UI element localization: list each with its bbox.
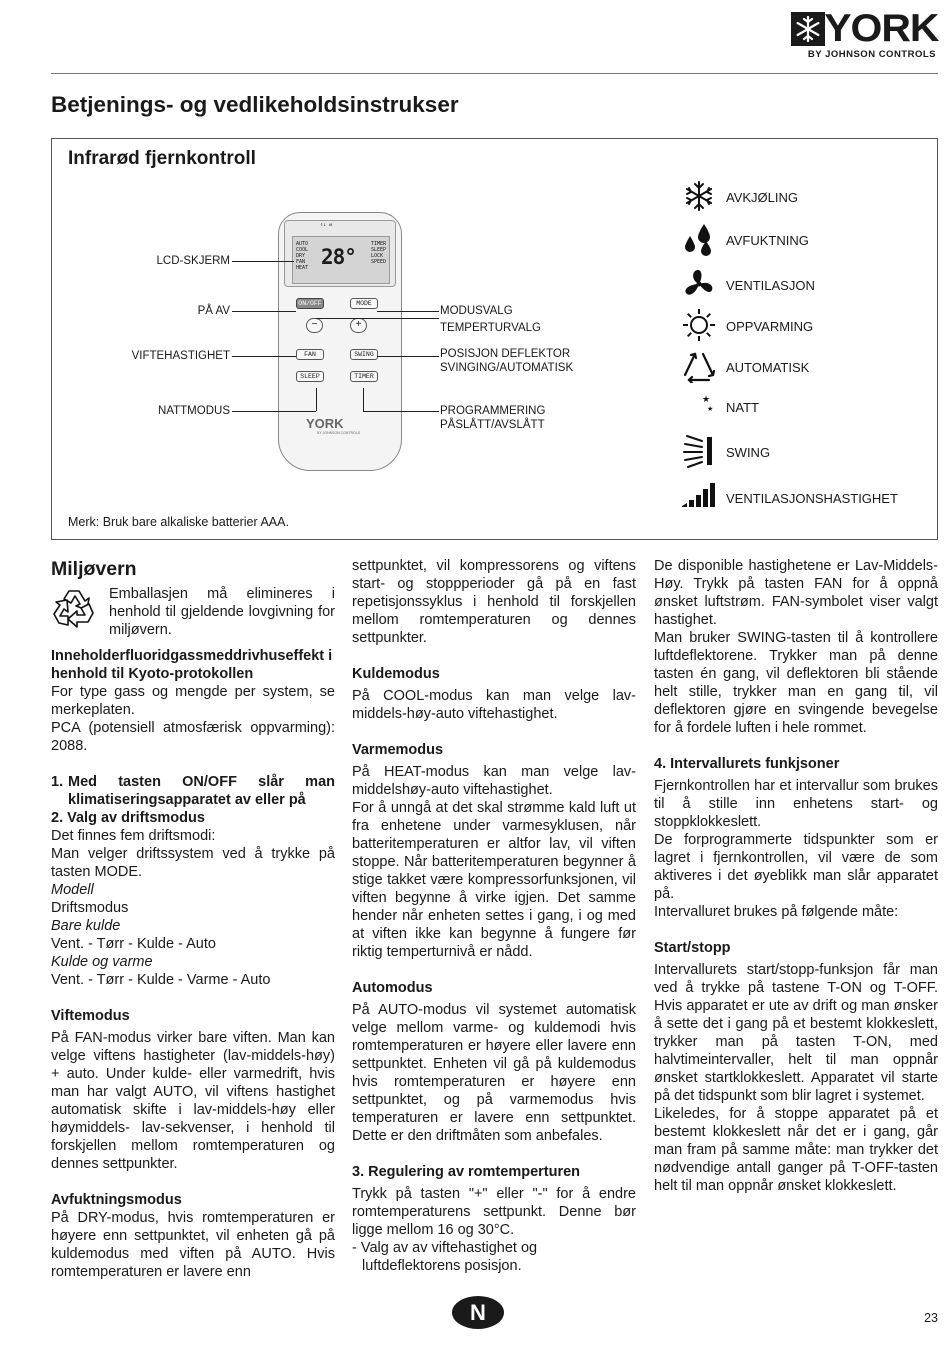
snowflake-icon (682, 179, 716, 213)
section-3-text: Trykk på tasten "+" eller "-" for å endre romtemperaturens settpunkt. Denne bør ligge mellom 16 og 30°C. (352, 1186, 636, 1238)
swing-button[interactable]: SWING (350, 349, 378, 360)
cool-only-label: Bare kulde (51, 918, 121, 934)
text-column-1 (51, 557, 335, 1281)
section-2-heading: 2. Valg av driftsmodus (51, 810, 205, 826)
section-4-text-1: Fjernkontrollen har et intervallur som brukes til å stille inn enhetens start- og stoppklokkeslett. (654, 778, 938, 830)
callout-lcd: LCD-SKJERM (156, 255, 230, 267)
callout-deflector-2: SVINGING/AUTOMATISK (440, 362, 574, 374)
cool-mode-text: På COOL-modus kan man velge lav-middels-høy-auto viftehastighet. (352, 688, 636, 722)
remote-control-illustration (278, 212, 402, 471)
sun-icon (682, 308, 716, 342)
heat-mode-text-2: For å unngå at det skal strømme kald luft ut fra enhetene under varmesyklusen, når batteritemperaturen er altfor lav, vil viften stoppe. Når batteritemperaturen begynner å stige takket være kompressorfunksjonen, vil viften begynne å virke igjen. Det samme hender når enheten settes i gang, i og med at viften ikke kan begynne å fungere før riktig temperturnivå er nådd. (352, 800, 636, 960)
model-label: Modell (51, 882, 94, 898)
section-4-text-3: Intervalluret brukes på følgende måte: (654, 904, 899, 920)
section-3-heading: 3. Regulering av romtemperturen (352, 1164, 581, 1180)
onoff-button[interactable]: ON/OFF (296, 298, 324, 309)
callout-line (232, 261, 294, 262)
lcd-temperature: 28° (321, 245, 356, 269)
section-4-heading: 4. Intervallurets funkjsoner (654, 756, 840, 772)
section-4-text-2: De forprogrammerte tidspunkter som er lagret i fjernkontrollen, vil være de som aktiveres i det øyeblikk man slår apparatet på. (654, 832, 938, 902)
pca-text: PCA (potensiell atmosfærisk oppvarming): 2088. (51, 720, 335, 754)
callout-line (316, 388, 317, 411)
callout-night: NATTMODUS (158, 405, 230, 417)
dry-mode-heading: Avfuktningsmodus (51, 1192, 182, 1208)
legend-auto (682, 349, 922, 385)
callout-timer-2: PÅSLÅTT/AVSLÅTT (440, 419, 545, 431)
brand-tagline: BY JOHNSON CONTROLS (807, 49, 936, 60)
env-text: Emballasjen må elimineres i henhold til gjeldende lovgivning for miljøvern. (109, 586, 335, 638)
gas-text: For type gass og mengde per system, se merkeplaten. (51, 684, 335, 718)
signal-bars-icon (682, 480, 716, 514)
lcd-mode-list: AUTO COOL DRY FAN HEAT (296, 241, 309, 271)
callout-onoff: PÅ AV (197, 305, 230, 317)
cool-mode-heading: Kuldemodus (352, 666, 440, 682)
callout-mode: MODUSVALG (440, 305, 513, 317)
mode-label: Driftsmodus (51, 900, 129, 916)
remote-control-panel (51, 138, 938, 540)
header-divider (51, 73, 938, 74)
legend-label: OPPVARMING (726, 319, 814, 334)
temp-minus-button[interactable]: − (306, 318, 323, 333)
legend-label: SWING (726, 445, 771, 460)
fan-mode-heading: Viftemodus (51, 1008, 130, 1024)
callout-line (363, 411, 439, 412)
lcd-top-indicators: ↑↓ ⇄ (320, 222, 333, 228)
start-stop-text-1: Intervallurets start/stopp-funksjon får man ved å trykke på tastene T-ON og T-OFF. Hvis apparatet er ute av drift og man ønsker å sette det i gang på et bestemt klokkeslett, trykker man på tasten T-ON, med halvtimeintervaller, helt til man oppnår ønsket startklokkeslett. Apparatet vil starte på det tidspunkt som blir lagret i systemet. (654, 962, 938, 1104)
remote-logo: YORK (306, 416, 344, 431)
legend-fan-speed (682, 480, 922, 516)
callout-timer-1: PROGRAMMERING (440, 405, 546, 417)
snowflake-logo-icon (791, 12, 825, 46)
legend-label: NATT (726, 400, 759, 415)
callout-line (363, 388, 364, 411)
callout-line (377, 356, 439, 357)
lcd-status-list: TIMER SLEEP LOCK SPEED (370, 241, 386, 265)
remote-logo-sub: BY JOHNSON CONTROLS (317, 431, 361, 435)
fan-button[interactable]: FAN (296, 349, 324, 360)
brand-name: YORK (824, 7, 939, 50)
section-2-line-1: Det finnes fem driftsmodi: (51, 828, 216, 844)
callout-fanspeed: VIFTEHASTIGHET (131, 350, 230, 362)
heat-mode-heading: Varmemodus (352, 742, 444, 758)
callout-line (316, 318, 439, 319)
heat-mode-text-1: På HEAT-modus kan man velge lav-middelshøy-auto viftehastighet. (352, 764, 636, 798)
fan-mode-text: På FAN-modus virker bare viften. Man kan velge viftens hastigheter (lav-middels-høy) + auto. Under kulde- eller varmedrift, hvis man har valgt AUTO, vil viftens hastighet automatisk skifte i lav-middels-høy eller høymiddels- lav-sekvenser, i henhold til forskjellen mellom romtemperaturen og dennes settpunkter. (51, 1030, 335, 1172)
start-stop-text-2: Likeledes, for å stoppe apparatet på et bestemt klokkeslett når det er i gang, går man fram på samme måte: man trykker det nødvendige antall ganger på T-OFF-tasten helt til man oppnår ønsket klokkeslett. (654, 1106, 938, 1194)
language-badge: N (452, 1296, 504, 1329)
battery-note: Merk: Bruk bare alkaliske batterier AAA. (68, 515, 289, 529)
mode-button[interactable]: MODE (350, 298, 378, 309)
callout-line (232, 356, 296, 357)
gas-heading: Inneholderfluoridgassmeddrivhuseffekt i henhold til Kyoto-protokollen (51, 648, 333, 682)
env-heading: Miljøvern (51, 558, 137, 580)
legend-ventilation (682, 267, 922, 303)
legend-label: AUTOMATISK (726, 360, 810, 375)
fan-speeds-text: De disponible hastighetene er Lav-Middels-Høy. Trykk på tasten FAN for å oppnå ønsket luftstrøm. FAN-symbolet viser valgt hastighet. (654, 558, 938, 628)
page-title: Betjenings- og vedlikeholdsinstrukser (51, 92, 459, 117)
legend-heating (682, 308, 922, 344)
moon-icon (682, 389, 716, 423)
cool-heat-modes: Vent. - Tørr - Kulde - Varme - Auto (51, 972, 271, 988)
sleep-button[interactable]: SLEEP (296, 371, 324, 382)
cool-heat-label: Kulde og varme (51, 954, 153, 970)
swing-icon (682, 434, 716, 468)
start-stop-heading: Start/stopp (654, 940, 731, 956)
section-1-heading: 1. Med tasten ON/OFF slår man klimatiseringsapparatet av eller på (51, 774, 335, 808)
legend-night (682, 389, 922, 425)
temp-plus-button[interactable]: + (350, 318, 367, 333)
remote-panel-title: Infrarød fjernkontroll (68, 148, 256, 169)
env-block (51, 585, 335, 639)
auto-icon (682, 349, 716, 383)
legend-label: AVKJØLING (726, 190, 799, 205)
section-3-bullet: - Valg av av viftehastighet og luftdeflektorens posisjon. (352, 1240, 538, 1274)
legend-swing (682, 434, 922, 470)
legend-dehumidify (682, 222, 922, 258)
callout-line (232, 311, 296, 312)
legend-cooling (682, 179, 922, 215)
swing-text: Man bruker SWING-tasten til å kontrollere luftdeflektorene. Trykker man på denne tasten én gang, vil deflektoren bli stående helt stille, trykker man en gang til, vil deflektoren gjøre en svingende bevegelse for å fordele luften i hele rommet. (654, 630, 938, 736)
auto-mode-text: På AUTO-modus vil systemet automatisk velge mellom varme- og kuldemodi hvis romtemperaturen er høyere eller lavere enn settpunktet. Enheten vil gå på kuldemodus hvis romtemperaturen er høyere enn settpunktet, og på varmemodus hvis temperaturen er lavere enn settpunktet. Dette er den driftmåten som anbefales. (352, 1002, 636, 1144)
callout-line (232, 411, 316, 412)
callout-temp: TEMPERTURVALG (440, 322, 541, 334)
brand-logo (791, 7, 939, 60)
legend-label: AVFUKTNING (726, 233, 809, 248)
dry-mode-text: På DRY-modus, hvis romtemperaturen er høyere enn settpunktet, vil enheten gå på kuldemodus med viften på AUTO. Hvis romtemperaturen er lavere enn (51, 1210, 335, 1280)
callout-line (377, 311, 439, 312)
drops-icon (682, 222, 716, 256)
callout-deflector-1: POSISJON DEFLEKTOR (440, 348, 571, 360)
timer-button[interactable]: TIMER (350, 371, 378, 382)
legend-label: VENTILASJONSHASTIGHET (726, 491, 898, 506)
text-column-2 (352, 557, 636, 1275)
fan-icon (682, 267, 716, 301)
text-column-3 (654, 557, 938, 1195)
lcd-screen (292, 236, 390, 284)
svg-text:★: ★ (702, 395, 711, 405)
page-number: 23 (924, 1311, 938, 1325)
svg-text:★: ★ (707, 405, 714, 413)
auto-mode-heading: Automodus (352, 980, 433, 996)
legend-label: VENTILASJON (726, 278, 815, 293)
cool-only-modes: Vent. - Tørr - Kulde - Auto (51, 936, 216, 952)
continued-text: settpunktet, vil kompressorens og viftens start- og stoppperioder gå på en fast repetisjonssyklus i henhold til forskjellen mellom romtemperaturen og dennes settpunkter. (352, 558, 636, 646)
recycle-icon (51, 585, 101, 635)
section-2-line-2: Man velger driftssystem ved å trykke på tasten MODE. (51, 846, 335, 880)
